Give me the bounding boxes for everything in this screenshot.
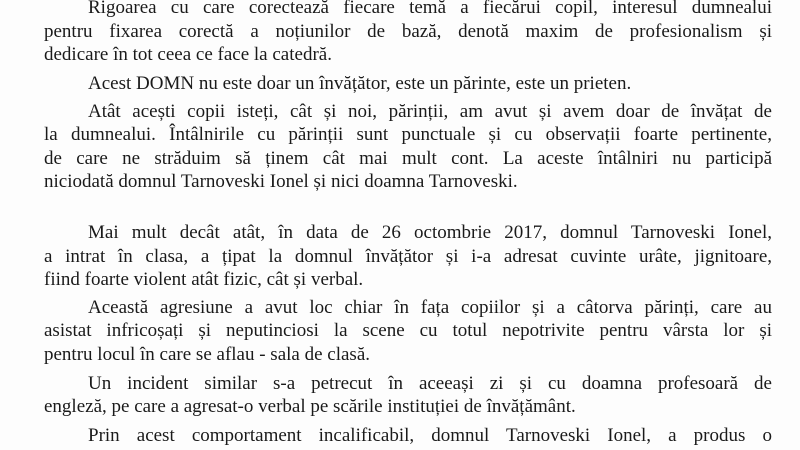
document-line: engleză, pe care a agresat-o verbal pe scările instituției de învățământ. xyxy=(44,396,576,417)
document-line: niciodată domnul Tarnoveski Ionel și nici doamna Tarnoveski. xyxy=(44,171,518,192)
document-line: Prin acest comportament incalificabil, domnul Tarnoveski Ionel, a produs o xyxy=(88,425,772,446)
document-line: Atât acești copii isteți, cât și noi, părinții, am avut și avem doar de învățat de xyxy=(88,101,772,122)
document-line: de care ne străduim să ținem cât mai mult cont. La aceste întâlniri nu participă xyxy=(44,148,772,169)
document-line: Rigoarea cu care corectează fiecare temă a fiecărui copil, interesul dumnealui xyxy=(88,0,772,18)
document-line: Această agresiune a avut loc chiar în fața copiilor și a câtorva părinți, care au xyxy=(88,297,772,318)
document-line: pentru locul în care se aflau - sala de clasă. xyxy=(44,344,371,365)
document-line: la dumnealui. Întâlnirile cu părinții sunt punctuale și cu observații foarte pertinente, xyxy=(44,124,772,145)
document-line: fiind foarte violent atât fizic, cât și verbal. xyxy=(44,269,364,290)
document-line: dedicare în tot ceea ce face la catedră. xyxy=(44,44,332,65)
document-line: Un incident similar s-a petrecut în aceeași zi și cu doamna profesoară de xyxy=(88,373,772,394)
document-line: Acest DOMN nu este doar un învățător, este un părinte, este un prieten. xyxy=(88,73,632,94)
document-line: asistat infricoșați și neputinciosi la scene cu totul nepotrivite pentru vârsta lor și xyxy=(44,320,772,341)
document-line: a intrat în clasa, a țipat la domnul învățător și i-a adresat cuvinte urâte, jignitoare, xyxy=(44,246,772,267)
document-line: Mai mult decât atât, în data de 26 octombrie 2017, domnul Tarnoveski Ionel, xyxy=(88,222,772,243)
document-line: pentru fixarea corectă a noțiunilor de bază, denotă maxim de profesionalism și xyxy=(44,21,772,42)
